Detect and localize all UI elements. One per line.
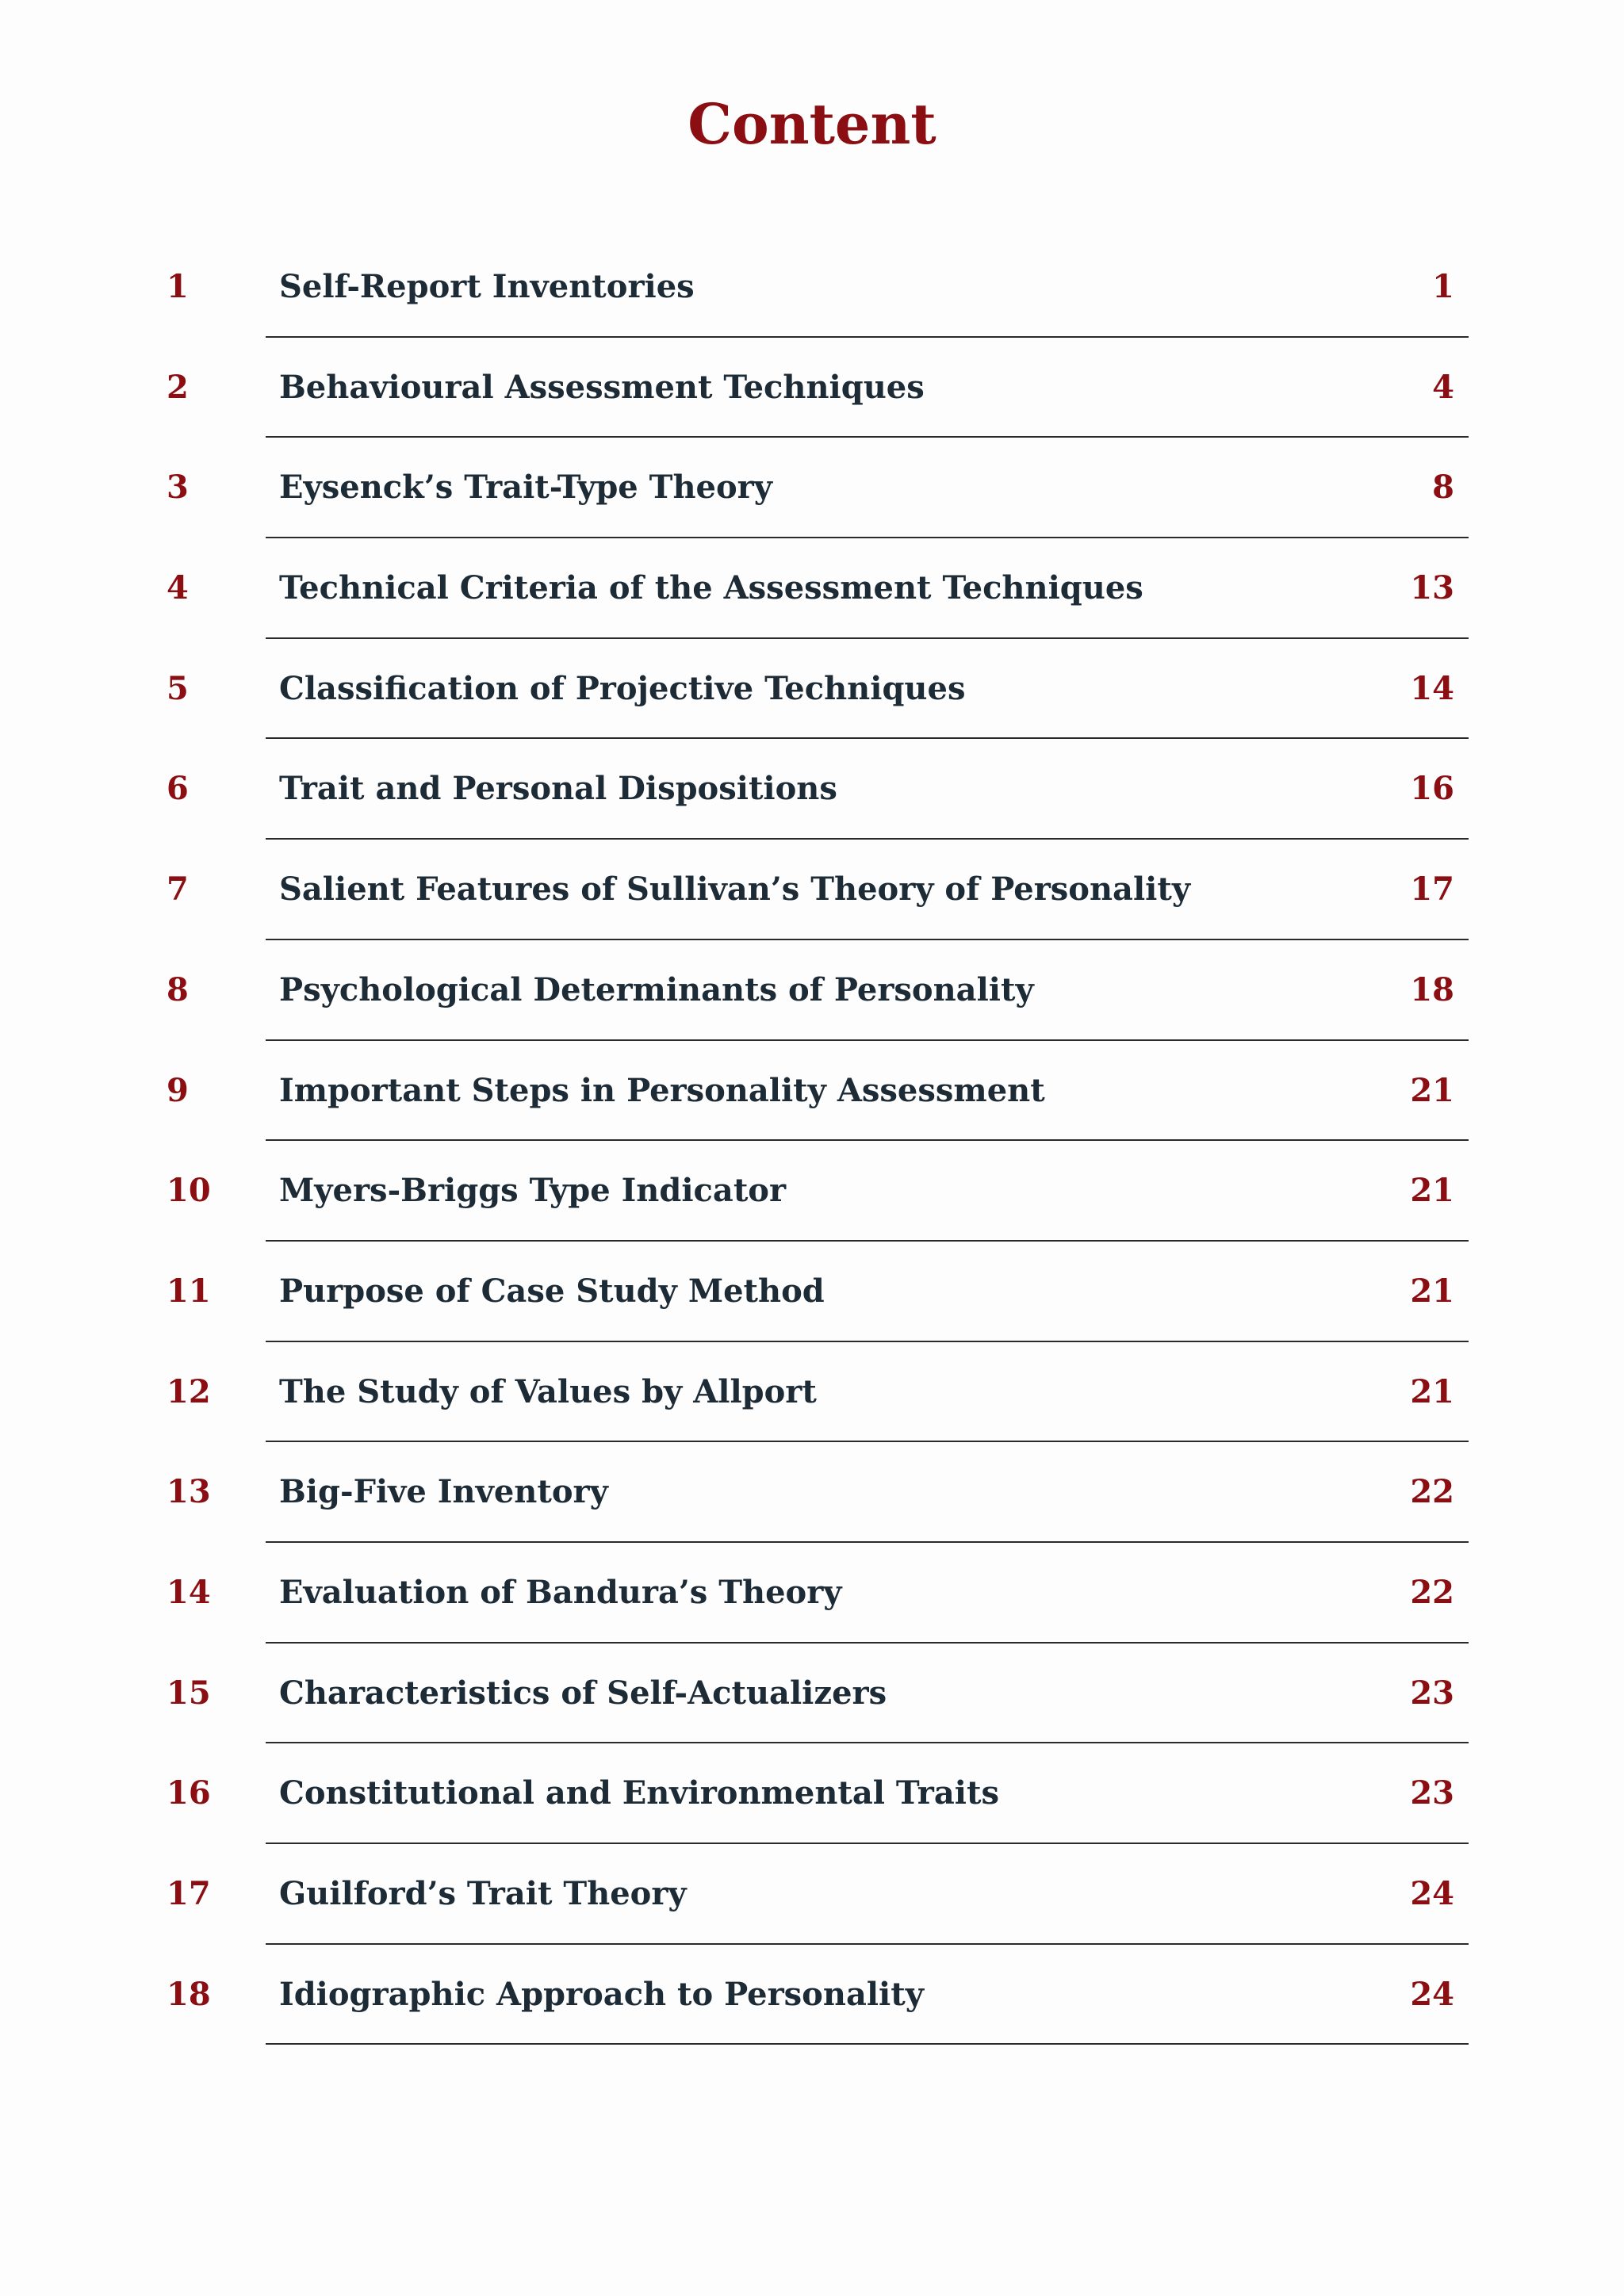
toc-entry-number: 8	[167, 970, 189, 1008]
toc-entry[interactable]	[0, 1141, 1624, 1242]
toc-entry-title[interactable]: Important Steps in Personality Assessment	[279, 1071, 1045, 1109]
toc-entry-number: 4	[167, 569, 189, 607]
toc-entry-page: 21	[1410, 1372, 1454, 1410]
toc-entry-number: 5	[167, 669, 189, 707]
toc-entry-number: 10	[167, 1172, 211, 1210]
divider	[266, 2043, 1469, 2045]
toc-entry-page: 16	[1410, 770, 1454, 808]
toc-entry[interactable]	[0, 1644, 1624, 1744]
toc-entry-number: 12	[167, 1372, 211, 1410]
toc-entry-title[interactable]: Trait and Personal Dispositions	[279, 770, 837, 808]
toc-entry-number: 15	[167, 1674, 211, 1712]
toc-entry-title[interactable]: Characteristics of Self-Actualizers	[279, 1674, 887, 1712]
toc-entry[interactable]	[0, 639, 1624, 740]
toc-entry-page: 24	[1410, 1875, 1454, 1912]
toc-entry-number: 13	[167, 1473, 211, 1511]
toc-entry-number: 9	[167, 1071, 189, 1109]
toc-entry-number: 11	[167, 1272, 211, 1310]
toc-entry-page: 17	[1410, 871, 1454, 909]
toc-entry-number: 18	[167, 1975, 211, 2013]
toc-entry-title[interactable]: Behavioural Assessment Techniques	[279, 368, 925, 406]
toc-entry[interactable]	[0, 1442, 1624, 1543]
toc-entry-number: 14	[167, 1573, 211, 1611]
toc-entry[interactable]	[0, 338, 1624, 438]
toc-entry[interactable]	[0, 1844, 1624, 1945]
toc-entry-title[interactable]: Purpose of Case Study Method	[279, 1272, 825, 1310]
toc-entry[interactable]	[0, 1041, 1624, 1142]
toc-entry[interactable]	[0, 237, 1624, 338]
toc-entry-page: 1	[1432, 268, 1454, 305]
toc-entry-number: 1	[167, 268, 189, 305]
toc-entry-title[interactable]: Myers-Briggs Type Indicator	[279, 1172, 787, 1210]
toc-entry-page: 13	[1410, 569, 1454, 607]
toc-entry-number: 2	[167, 368, 189, 406]
toc-entry[interactable]	[0, 1342, 1624, 1443]
toc-entry-page: 22	[1410, 1573, 1454, 1611]
toc-entry[interactable]	[0, 1242, 1624, 1342]
toc-entry-number: 17	[167, 1875, 211, 1912]
toc-entry-title[interactable]: Idiographic Approach to Personality	[279, 1975, 924, 2013]
toc-entry-title[interactable]: Psychological Determinants of Personality	[279, 970, 1034, 1008]
toc-entry[interactable]	[0, 739, 1624, 840]
toc-entry-number: 6	[167, 770, 189, 808]
toc-entry-page: 23	[1410, 1774, 1454, 1812]
toc-entry-title[interactable]: The Study of Values by Allport	[279, 1372, 817, 1410]
toc-entry-page: 8	[1432, 469, 1454, 507]
toc-entry[interactable]	[0, 438, 1624, 538]
toc-entry-number: 16	[167, 1774, 211, 1812]
toc-entry-page: 18	[1410, 970, 1454, 1008]
toc-entry-title[interactable]: Self-Report Inventories	[279, 268, 695, 305]
toc-entry-title[interactable]: Classification of Projective Techniques	[279, 669, 966, 707]
toc-entry-page: 22	[1410, 1473, 1454, 1511]
toc-entry[interactable]	[0, 840, 1624, 940]
toc-entry[interactable]	[0, 940, 1624, 1041]
toc-entry-title[interactable]: Constitutional and Environmental Traits	[279, 1774, 999, 1812]
table-of-contents	[0, 237, 1624, 2045]
toc-entry-title[interactable]: Eysenck’s Trait-Type Theory	[279, 469, 772, 507]
toc-entry[interactable]	[0, 1743, 1624, 1844]
toc-entry-title[interactable]: Evaluation of Bandura’s Theory	[279, 1573, 842, 1611]
toc-entry-page: 21	[1410, 1071, 1454, 1109]
toc-entry-title[interactable]: Guilford’s Trait Theory	[279, 1875, 687, 1912]
toc-entry-title[interactable]: Big-Five Inventory	[279, 1473, 608, 1511]
toc-entry[interactable]	[0, 538, 1624, 639]
toc-entry-page: 24	[1410, 1975, 1454, 2013]
toc-entry-title[interactable]: Salient Features of Sullivan’s Theory of Personality	[279, 871, 1191, 909]
toc-entry-page: 14	[1410, 669, 1454, 707]
page-title: Content	[688, 91, 936, 157]
toc-entry[interactable]	[0, 1945, 1624, 2045]
toc-entry-page: 23	[1410, 1674, 1454, 1712]
toc-entry[interactable]	[0, 1543, 1624, 1644]
toc-entry-number: 3	[167, 469, 189, 507]
toc-entry-page: 21	[1410, 1172, 1454, 1210]
toc-entry-title[interactable]: Technical Criteria of the Assessment Techniques	[279, 569, 1143, 607]
toc-entry-page: 21	[1410, 1272, 1454, 1310]
toc-entry-page: 4	[1432, 368, 1454, 406]
toc-entry-number: 7	[167, 871, 189, 909]
